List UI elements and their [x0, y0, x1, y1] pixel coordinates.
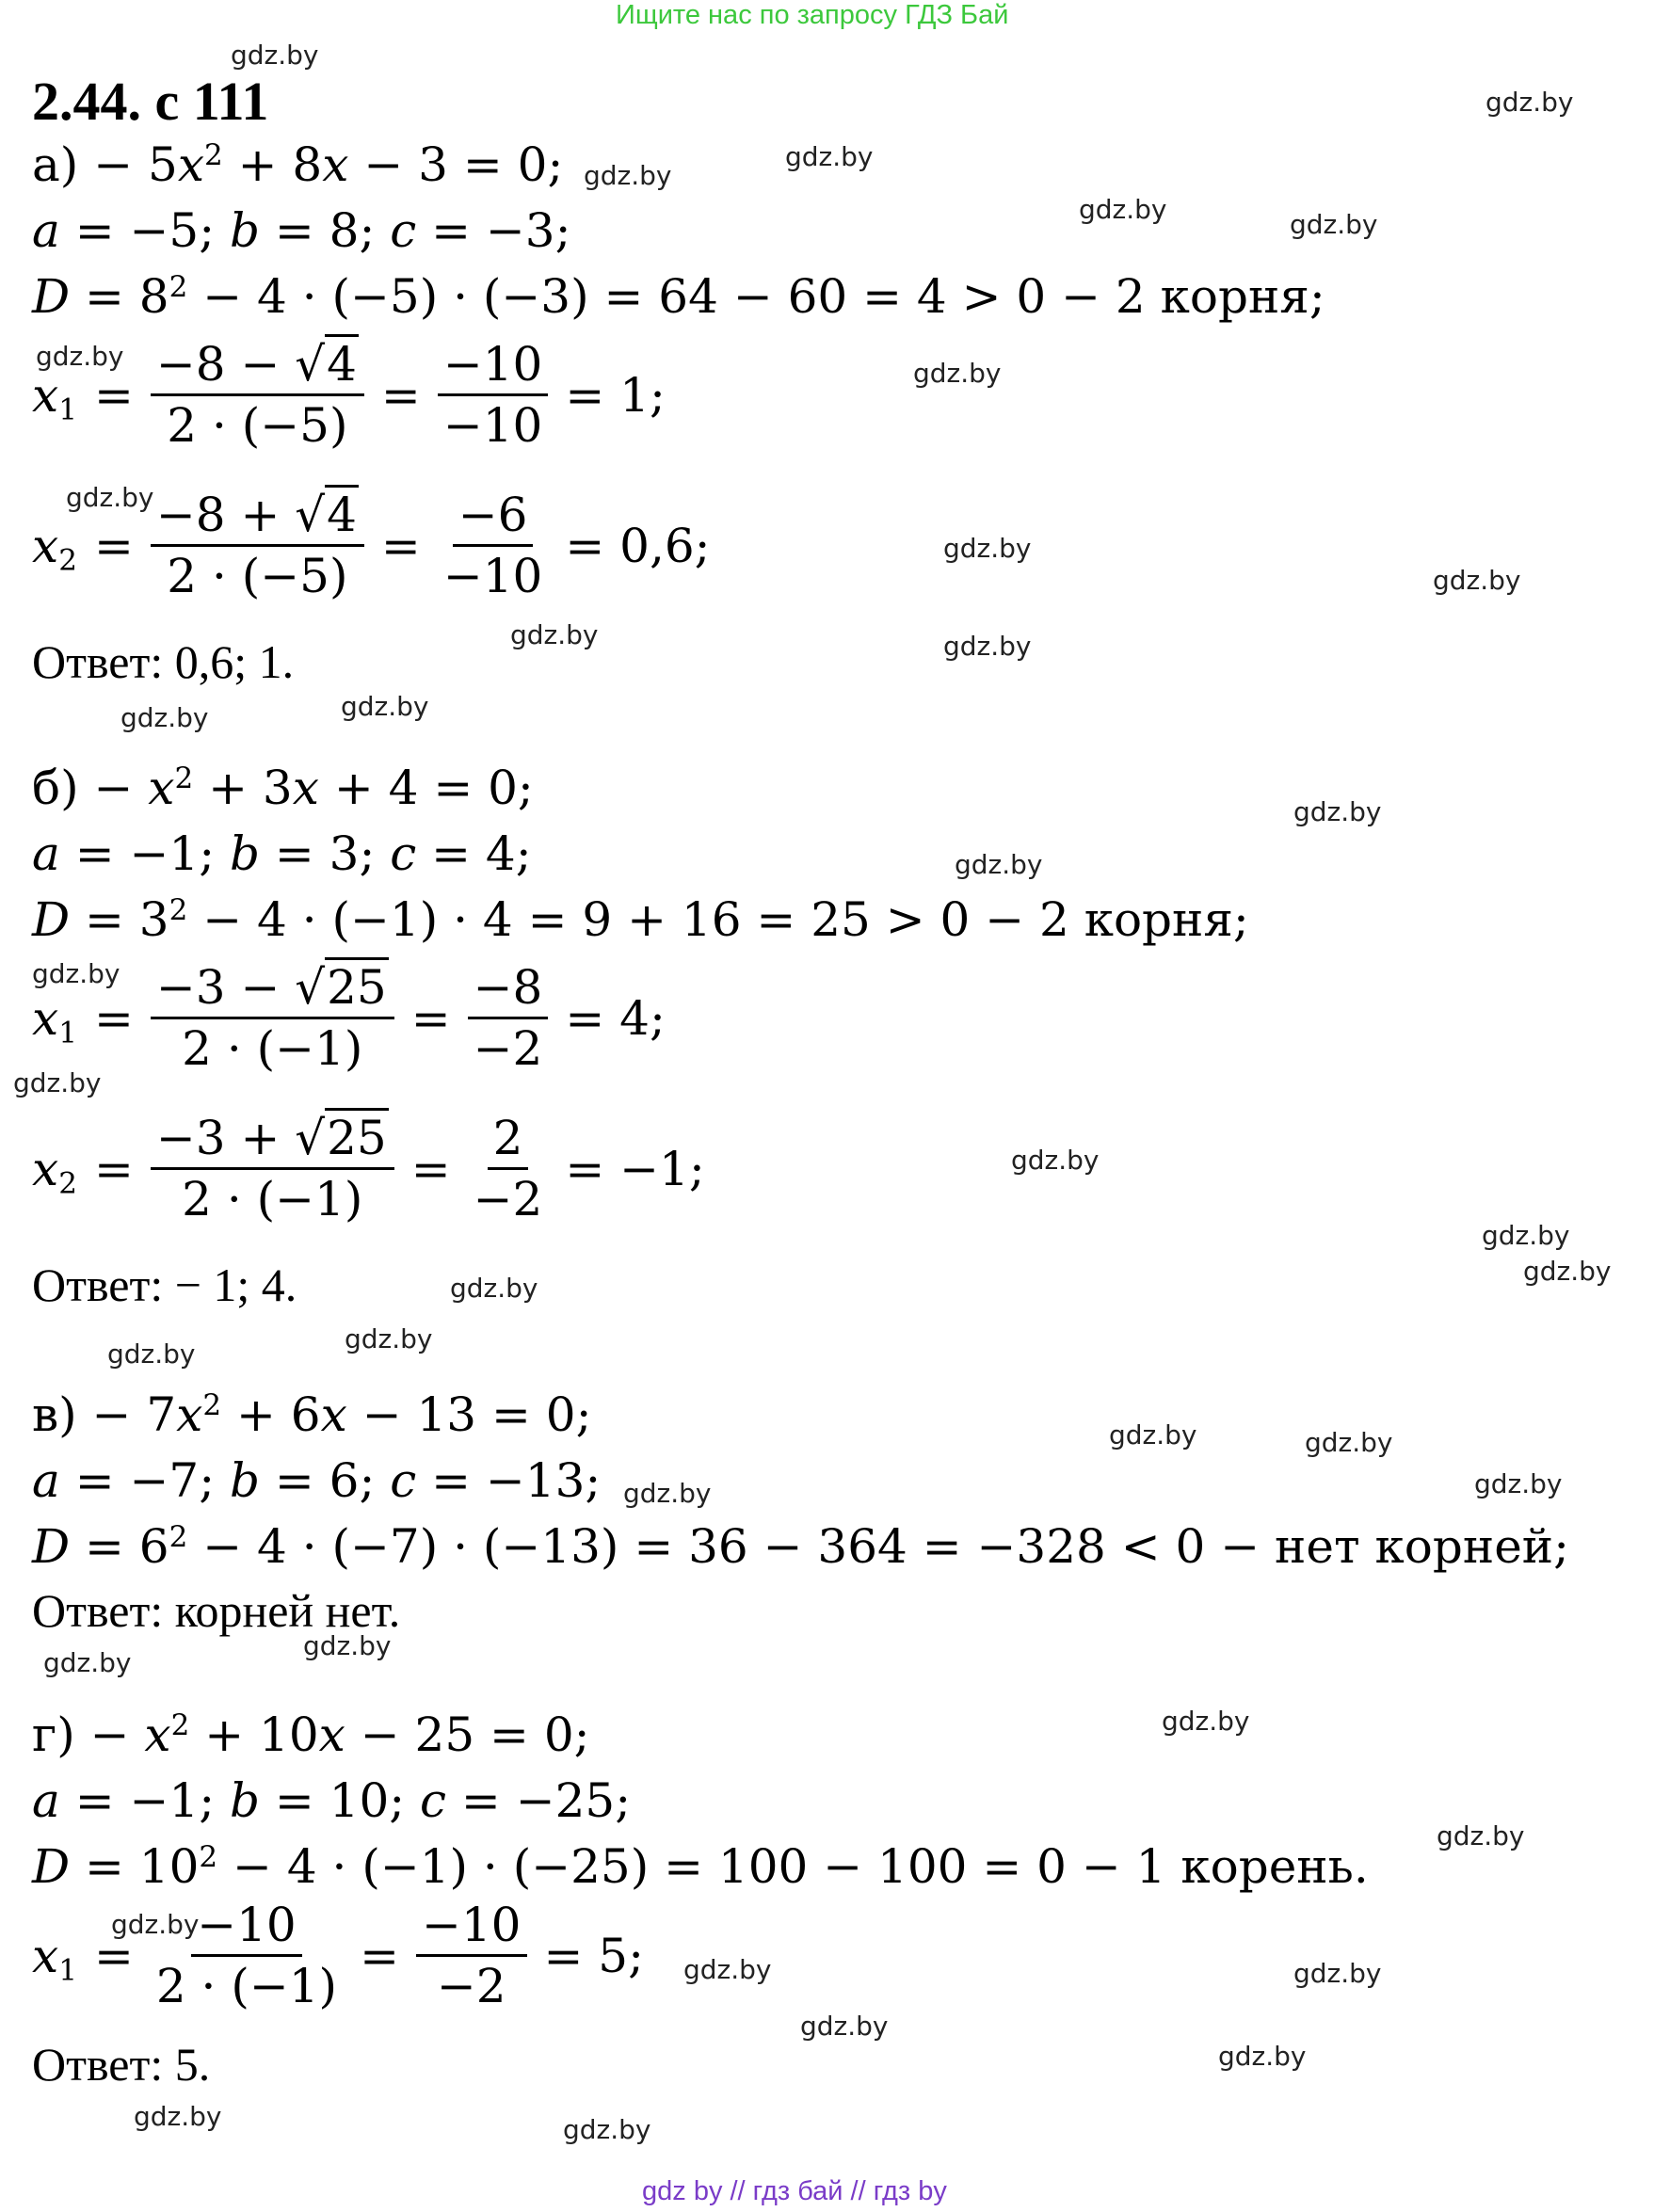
coefficients-c: a = −7; b = 6; c = −13; — [32, 1453, 602, 1508]
watermark: gdz.by — [1162, 1706, 1250, 1737]
answer-c: Ответ: корней нет. — [32, 1584, 401, 1637]
equation-b: $б) - x^2 + 3x + 4 = 0$; — [32, 761, 534, 815]
watermark: gdz.by — [1293, 796, 1382, 827]
watermark: gdz.by — [955, 849, 1043, 880]
watermark: gdz.by — [683, 1954, 772, 1985]
equation-a: $а) - 5x^2 + 8x - 3 = 0$; — [32, 137, 564, 192]
watermark: gdz.by — [66, 482, 154, 513]
watermark: gdz.by — [563, 2114, 651, 2145]
coefficients-b: a = −1; b = 3; c = 4; — [32, 826, 532, 881]
watermark: gdz.by — [1079, 194, 1167, 225]
watermark: gdz.by — [43, 1647, 132, 1678]
root-x1-d: $x_1$ = $\frac{-10}{2 \cdot (-1)}$ = $\frac{-10}{-2}$ = 5; — [32, 1898, 644, 2013]
watermark: gdz.by — [450, 1273, 538, 1304]
watermark: gdz.by — [303, 1630, 392, 1661]
answer-a: Ответ: 0,6; 1. — [32, 635, 295, 688]
watermark: gdz.by — [1523, 1256, 1612, 1287]
watermark: gdz.by — [345, 1323, 433, 1354]
root-x1-b: $x_1$ = $\frac{-3 - √25}{2 \cdot (-1)}$ = $\frac{-8}{-2}$ = 4; — [32, 964, 666, 1072]
watermark: gdz.by — [1482, 1220, 1570, 1251]
watermark: gdz.by — [1305, 1427, 1393, 1458]
watermark: gdz.by — [913, 358, 1002, 389]
watermark: gdz.by — [800, 2011, 889, 2042]
watermark: gdz.by — [341, 691, 429, 722]
root-x2-a: $x_2$ = $\frac{-8 + √4}{2 \cdot (-5)}$ = $\frac{-6}{-10}$ = 0,6; — [32, 491, 711, 600]
watermark: gdz.by — [943, 631, 1032, 662]
watermark: gdz.by — [120, 702, 209, 733]
watermark: gdz.by — [584, 160, 672, 191]
watermark: gdz.by — [111, 1909, 200, 1940]
coefficients-a: a = −5; b = 8; c = −3; — [32, 203, 571, 258]
watermark: gdz.by — [1290, 209, 1378, 240]
watermark: gdz.by — [32, 958, 120, 989]
root-x2-b: $x_2$ = $\frac{-3 + √25}{2 \cdot (-1)}$ = $\frac{2}{-2}$ = −1; — [32, 1114, 705, 1223]
watermark: gdz.by — [623, 1478, 712, 1509]
footer-links[interactable]: gdz by // гдз бай // гдз by — [642, 2176, 947, 2206]
watermark: gdz.by — [1218, 2041, 1307, 2072]
answer-d: Ответ: 5. — [32, 2038, 211, 2091]
watermark: gdz.by — [231, 40, 319, 71]
root-x1-a: $x_1$ = $\frac{-8 - √4}{2 \cdot (-5)}$ = $\frac{-10}{-10}$ = 1; — [32, 341, 666, 449]
watermark: gdz.by — [1109, 1419, 1197, 1451]
header-search-hint[interactable]: Ищите нас по запросу ГДЗ Бай — [616, 0, 1009, 30]
equation-c: $в) - 7x^2 + 6x - 13 = 0$; — [32, 1387, 592, 1442]
watermark: gdz.by — [1474, 1468, 1563, 1499]
equation-d: $г) - x^2 + 10x - 25 = 0$; — [32, 1707, 590, 1762]
answer-b: Ответ: − 1; 4. — [32, 1258, 297, 1311]
watermark: gdz.by — [36, 341, 124, 372]
watermark: gdz.by — [1011, 1145, 1100, 1176]
watermark: gdz.by — [1293, 1958, 1382, 1989]
discriminant-c: $D = 6^2 - 4 \cdot (-7) \cdot (-13) = 36 - 364 = -328 < 0$ − нет корней; — [32, 1519, 1569, 1574]
coefficients-d: a = −1; b = 10; c = −25; — [32, 1773, 632, 1828]
discriminant-b: $D = 3^2 - 4 \cdot (-1) \cdot 4 = 9 + 16 = 25 > 0 - 2$ корня; — [32, 892, 1249, 947]
watermark: gdz.by — [510, 619, 599, 650]
watermark: gdz.by — [785, 141, 874, 172]
watermark: gdz.by — [1485, 87, 1574, 118]
watermark: gdz.by — [1437, 1820, 1525, 1851]
problem-title: 2.44. с 111 — [32, 71, 269, 132]
discriminant-d: $D = 10^2 - 4 \cdot (-1) \cdot (-25) = 100 - 100 = 0 - 1$ корень. — [32, 1839, 1369, 1894]
watermark: gdz.by — [943, 533, 1032, 564]
discriminant-a: $D = 8^2 - 4 \cdot (-5) \cdot (-3) = 64 - 60 = 4 > 0 - 2$ корня; — [32, 269, 1325, 324]
watermark: gdz.by — [107, 1338, 196, 1370]
watermark: gdz.by — [134, 2101, 222, 2132]
watermark: gdz.by — [13, 1067, 102, 1098]
watermark: gdz.by — [1433, 565, 1521, 596]
